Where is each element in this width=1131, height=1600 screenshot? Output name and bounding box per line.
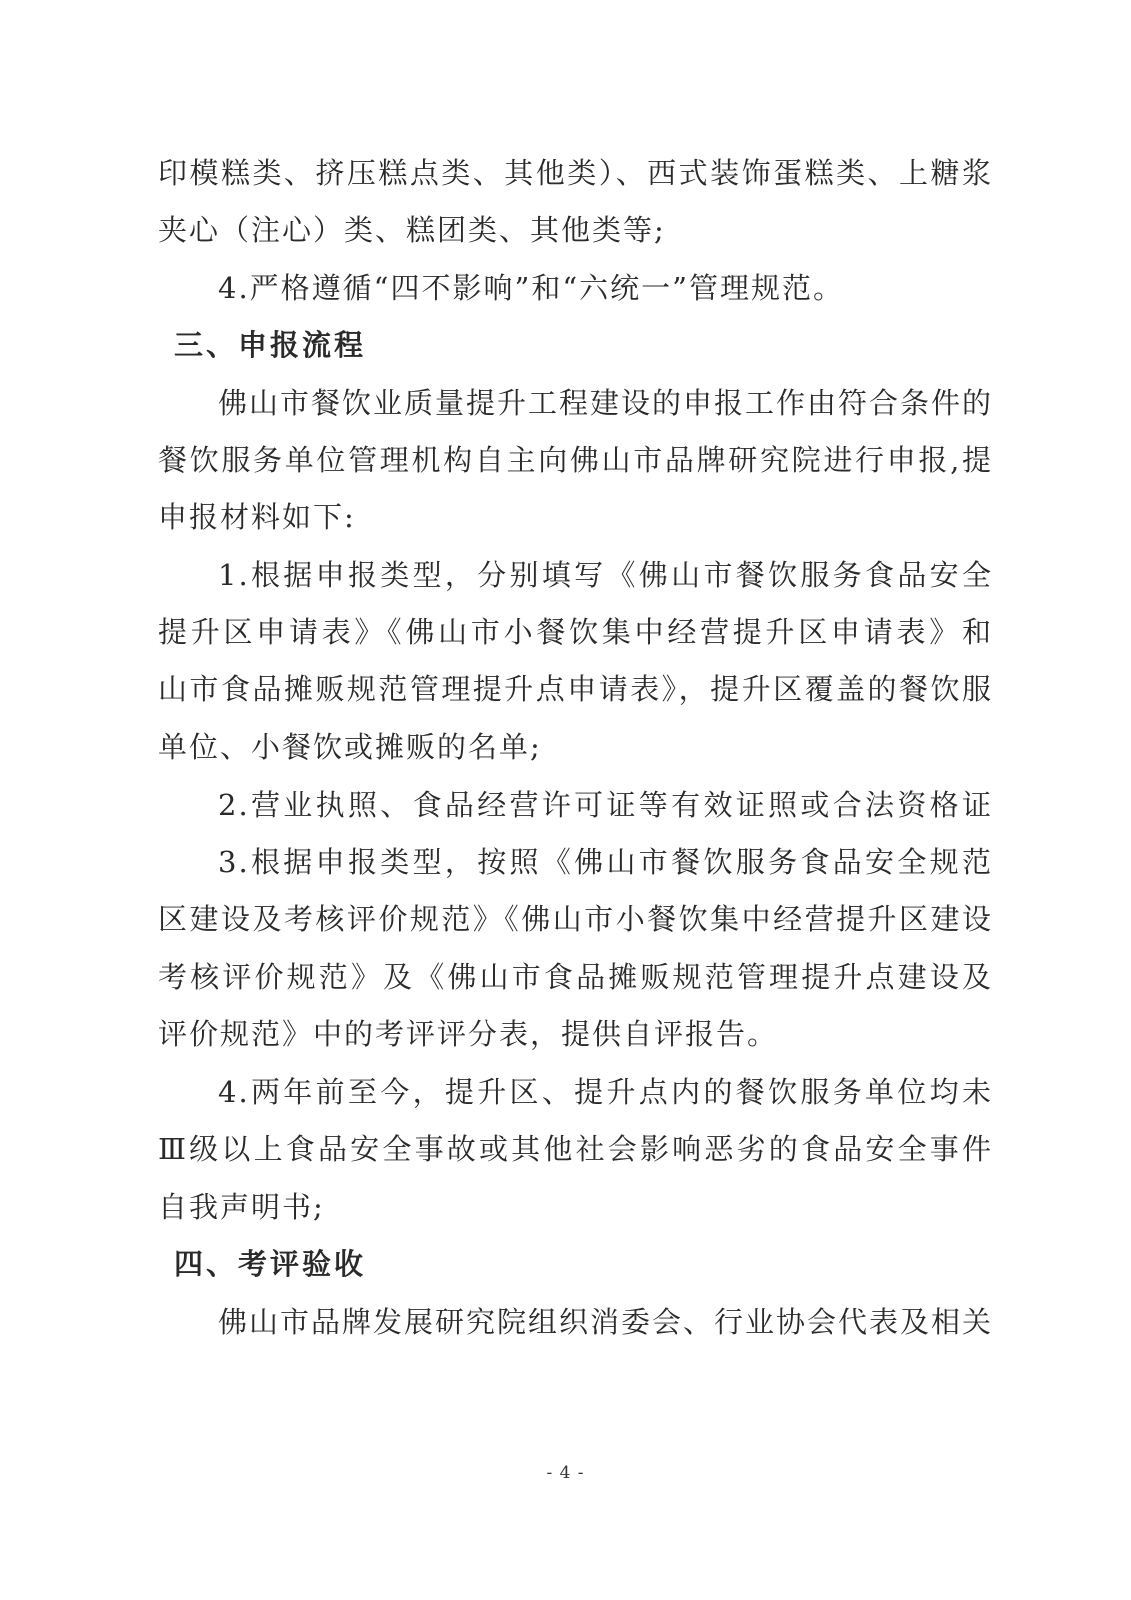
- body-text-line: 自我声明书;: [158, 1190, 325, 1224]
- body-text-line: 夹心（注心）类、糕团类、其他类等;: [158, 213, 666, 247]
- body-text-line: 单位、小餐饮或摊贩的名单;: [158, 730, 542, 764]
- section-heading-evaluation-acceptance: 四、考评验收: [174, 1247, 367, 1281]
- page-number: - 4 -: [546, 1463, 585, 1483]
- body-text-line: 区建设及考核评价规范》《佛山市小餐饮集中经营提升区建设: [158, 902, 993, 936]
- body-text-line: 申报材料如下:: [158, 500, 356, 534]
- body-text-line: 印模糕类、挤压糕点类、其他类）、西式装饰蛋糕类、上糖浆: [158, 156, 993, 190]
- body-text-line: 餐饮服务单位管理机构自主向佛山市品牌研究院进行申报,提: [158, 443, 993, 477]
- body-text-line: 提升区申请表》《佛山市小餐饮集中经营提升区申请表》和: [158, 615, 993, 649]
- list-item-1: 1.根据申报类型，分别填写《佛山市餐饮服务食品安全: [218, 558, 993, 592]
- body-text-line: 佛山市餐饮业质量提升工程建设的申报工作由符合条件的: [218, 386, 993, 420]
- body-text-line: 山市食品摊贩规范管理提升点申请表》，提升区覆盖的餐饮服: [158, 672, 993, 706]
- list-item-2: 2.营业执照、食品经营许可证等有效证照或合法资格证: [218, 788, 993, 822]
- body-text-line: 佛山市品牌发展研究院组织消委会、行业协会代表及相关: [218, 1305, 993, 1339]
- body-text-line: 评价规范》中的考评评分表，提供自评报告。: [158, 1017, 779, 1051]
- list-item-4-declaration: 4.两年前至今，提升区、提升点内的餐饮服务单位均未: [218, 1075, 993, 1109]
- section-heading-application-process: 三、申报流程: [174, 328, 367, 362]
- list-item-4: 4.严格遵循“四不影响”和“六统一”管理规范。: [218, 271, 844, 305]
- body-text-line: Ⅲ级以上食品安全事故或其他社会影响恶劣的食品安全事件: [158, 1132, 993, 1166]
- body-text-line: 考核评价规范》及《佛山市食品摊贩规范管理提升点建设及: [158, 960, 993, 994]
- list-item-3: 3.根据申报类型，按照《佛山市餐饮服务食品安全规范: [218, 845, 993, 879]
